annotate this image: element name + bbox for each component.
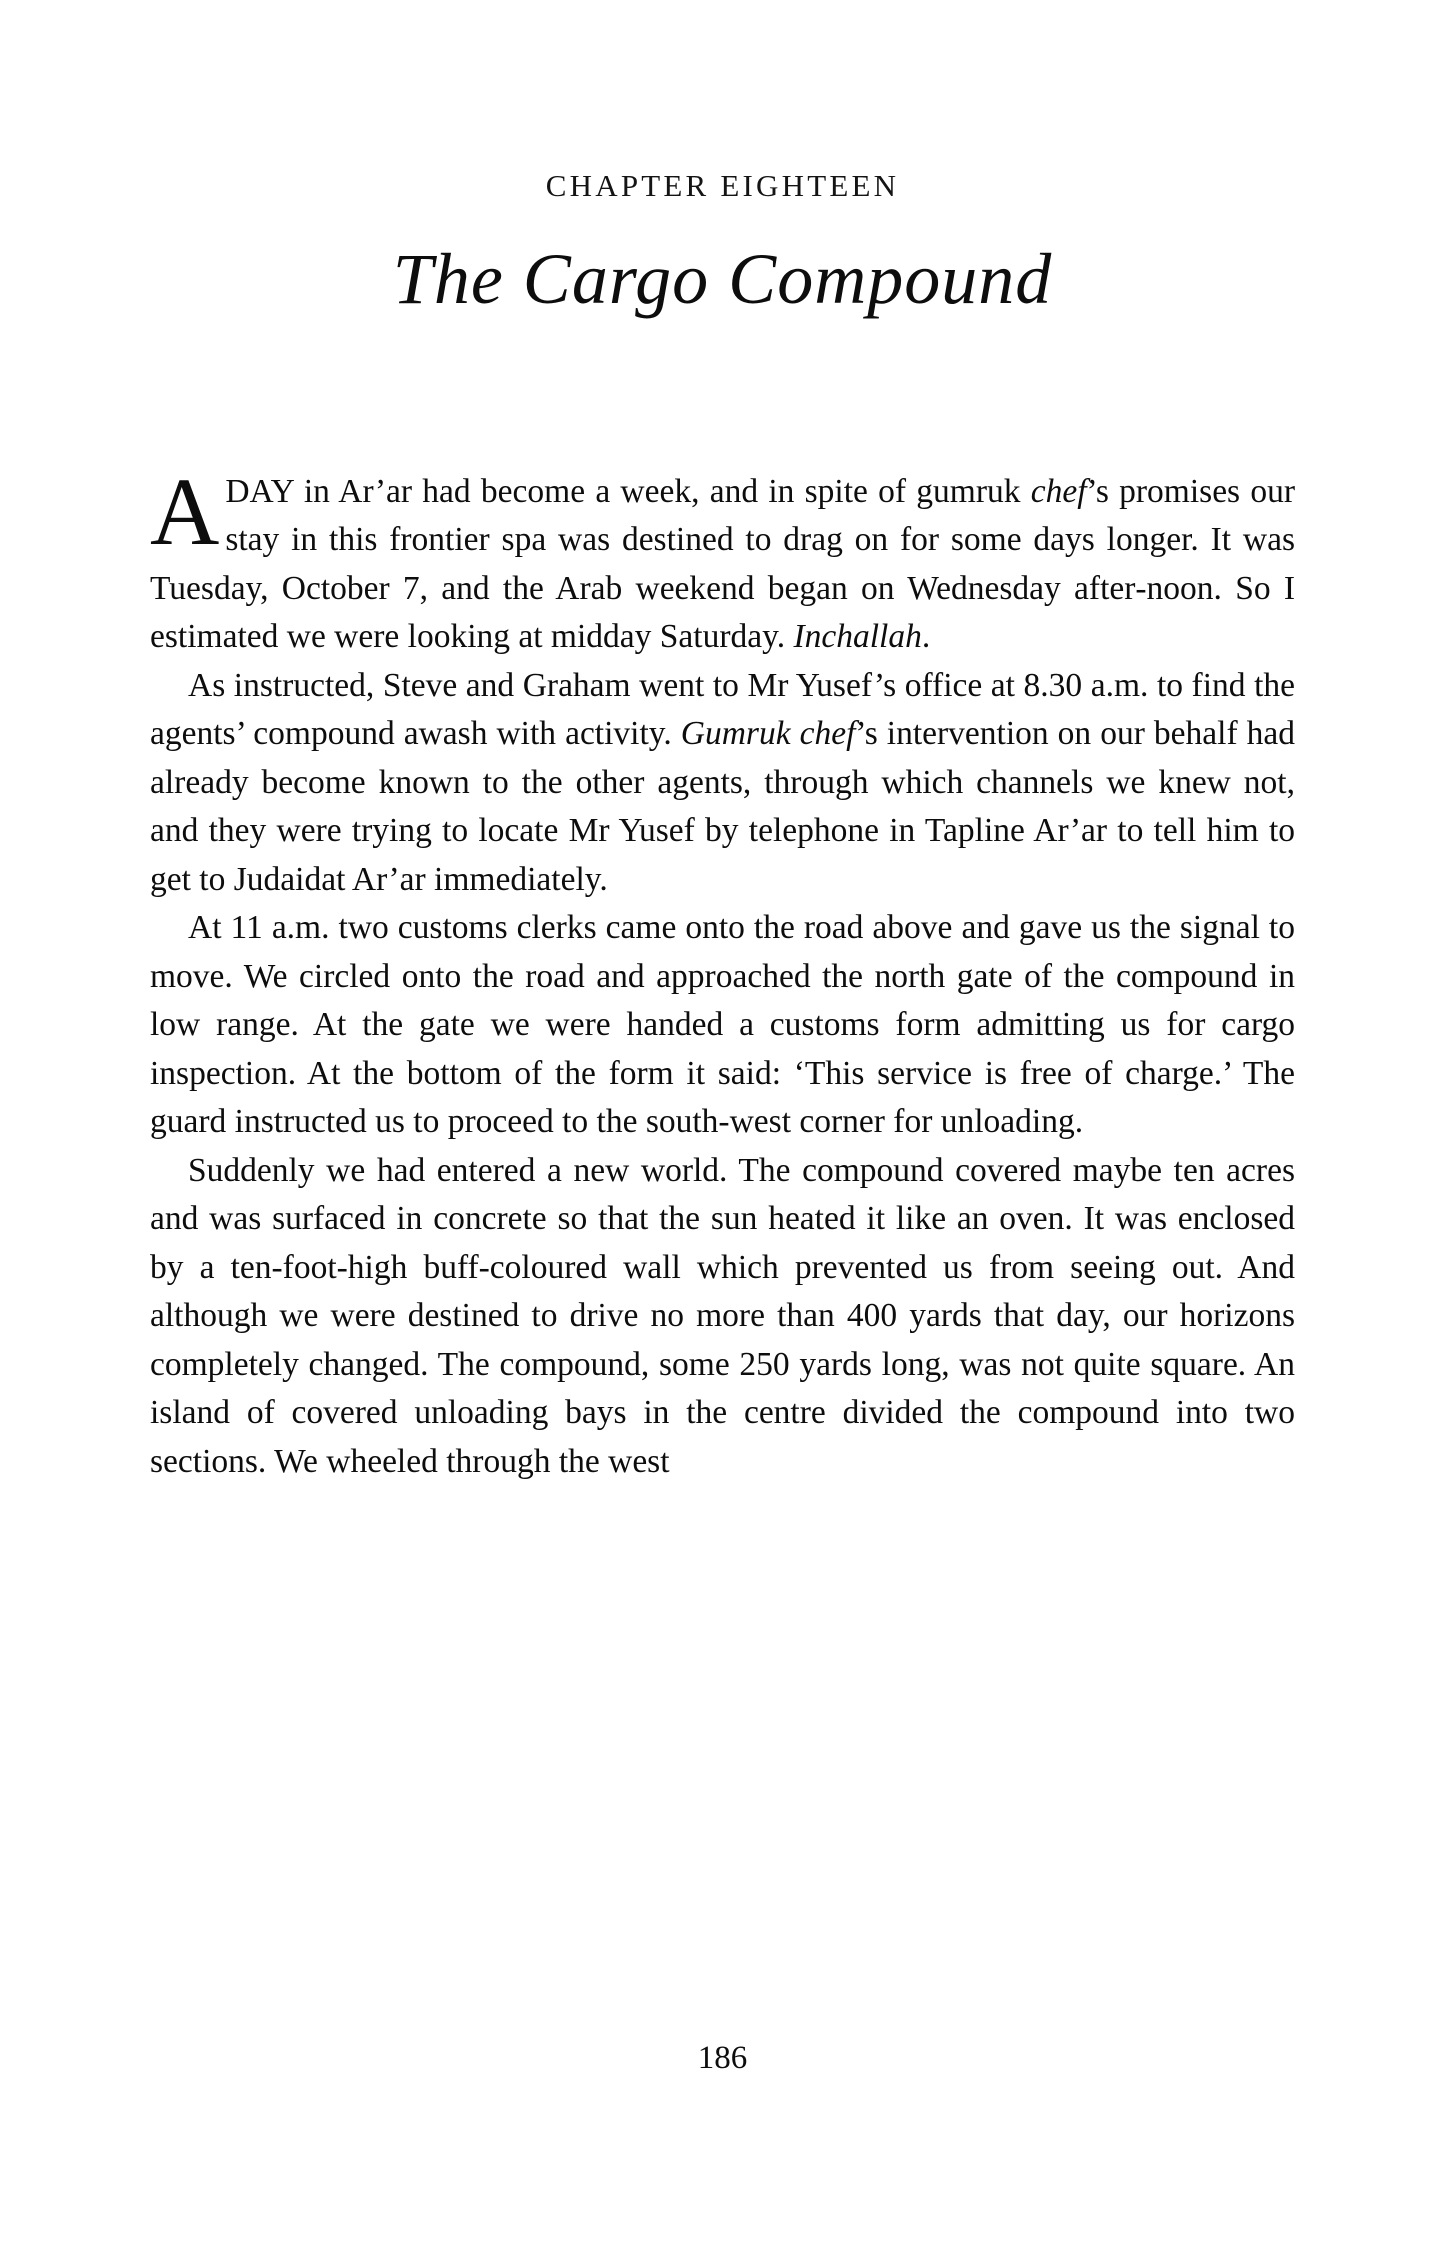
text-run: . bbox=[921, 618, 931, 656]
paragraph-2-text bbox=[150, 667, 1295, 898]
page-number: 186 bbox=[697, 2040, 748, 2076]
paragraph-3-text bbox=[150, 909, 1295, 1140]
text-run: ’s intervention on our behalf had already become known to the other agents, through which channels we knew not, and they were trying to locate Mr Yusef by telephone in Tapline Ar’ar to tell him to get to Judaidat Ar’ar immediately. bbox=[150, 715, 1295, 898]
paragraph-1-text bbox=[150, 473, 1295, 656]
paragraph-3 bbox=[150, 904, 1295, 1147]
chapter-label: CHAPTER EIGHTEEN bbox=[545, 168, 900, 203]
italic-run: Gumruk chef bbox=[680, 715, 856, 753]
paragraph-2 bbox=[150, 662, 1295, 905]
paragraph-4 bbox=[150, 1147, 1295, 1487]
page-content bbox=[150, 168, 1295, 1486]
body-text bbox=[150, 457, 1295, 1487]
italic-run: chef bbox=[1030, 472, 1087, 510]
text-run: As instructed, Steve and Graham went to Mr Yusef’s office at 8.30 a.m. to find the agents’ compound awash with activity. bbox=[150, 666, 1295, 753]
paragraph-1 bbox=[150, 457, 1295, 662]
text-run: DAY in Ar’ar had become a week, and in spite of gumruk bbox=[225, 472, 1031, 510]
text-run: Suddenly we had entered a new world. The compound covered maybe ten acres and was surfaced in concrete so that the sun heated it like an oven. It was enclosed by a ten-foot-high buff-coloured wall which prevented us from seeing out. And although we were destined to drive no more than 400 yards that day, our horizons completely changed. The compound, some 250 yards long, was not quite square. An island of covered unloading bays in the centre divided the compound into two sections. We wheeled through the west bbox=[150, 1151, 1295, 1480]
italic-run: Inchallah bbox=[793, 618, 922, 656]
drop-cap: A bbox=[150, 457, 220, 565]
text-run: ’s promises our stay in this frontier spa was destined to drag on for some days longer. It was Tuesday, October 7, and the Arab weekend began on Wednesday after‑noon. So I estimated we were looking at midday Saturday. bbox=[150, 472, 1295, 656]
chapter-title: The Cargo Compound bbox=[392, 239, 1053, 319]
text-run: At 11 a.m. two customs clerks came onto the road above and gave us the signal to move. We circled onto the road and approached the north gate of the compound in low range. At the gate we were handed a customs form admitting us for cargo inspection. At the bottom of the form it said: ‘This service is free of charge.’ The guard instructed us to proceed to the south-west corner for unloading. bbox=[150, 909, 1295, 1141]
paragraph-4-text bbox=[150, 1152, 1295, 1480]
